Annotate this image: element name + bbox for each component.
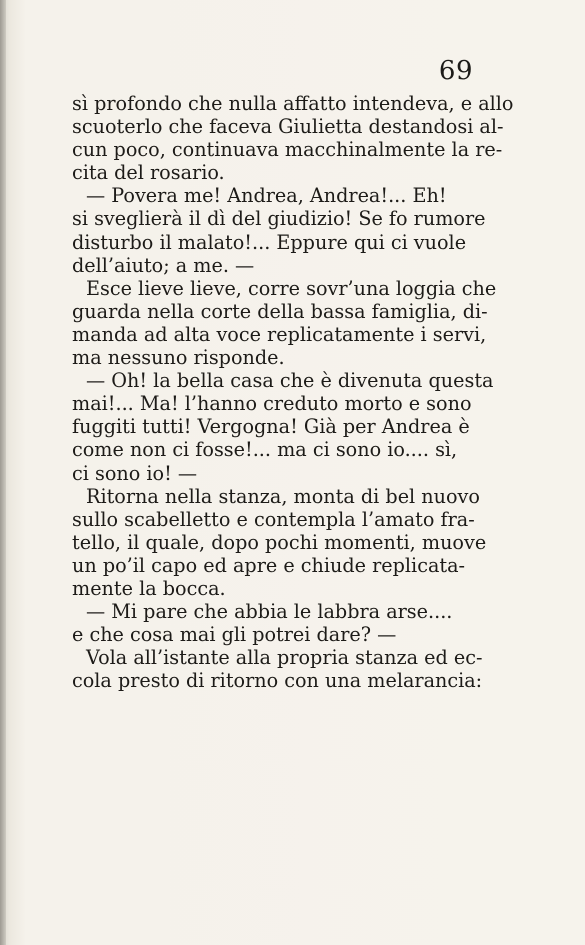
text-line: tello, il quale, dopo pochi momenti, muove bbox=[72, 530, 487, 554]
text-line: e che cosa mai gli potrei dare? — bbox=[72, 623, 397, 647]
text-line: come non ci fosse!... ma ci sono io.... sì, bbox=[72, 438, 458, 462]
text-line: si sveglierà il dì del giudizio! Se fo rumore bbox=[72, 207, 486, 231]
text-line: scuoterlo che faceva Giulietta destandosi al- bbox=[72, 115, 504, 139]
text-line: cola presto di ritorno con una melarancia: bbox=[72, 669, 483, 693]
text-line: un po’il capo ed apre e chiude replicata- bbox=[72, 553, 466, 577]
page-binding-edge bbox=[0, 0, 6, 945]
text-line: Esce lieve lieve, corre sovr’una loggia che bbox=[86, 276, 497, 300]
text-line: manda ad alta voce replicatamente i servi, bbox=[72, 322, 487, 346]
text-line: fuggiti tutti! Vergogna! Già per Andrea è bbox=[72, 415, 470, 439]
page-text bbox=[72, 92, 514, 693]
text-line: mente la bocca. bbox=[72, 576, 226, 600]
text-line: guarda nella corte della bassa famiglia, di- bbox=[72, 299, 488, 323]
text-line: — Povera me! Andrea, Andrea!... Eh! bbox=[86, 184, 447, 208]
text-line: Vola all’istante alla propria stanza ed ec- bbox=[86, 646, 483, 670]
text-line: cun poco, continuava macchinalmente la re- bbox=[72, 138, 503, 162]
text-line: — Oh! la bella casa che è divenuta questa bbox=[86, 369, 494, 393]
text-line: Ritorna nella stanza, monta di bel nuovo bbox=[86, 484, 480, 508]
text-line: sullo scabelletto e contempla l’amato fra- bbox=[72, 507, 475, 531]
text-line: dell’aiuto; a me. — bbox=[72, 253, 255, 277]
text-line: sì profondo che nulla affatto intendeva, e allo bbox=[72, 92, 514, 115]
text-line: cita del rosario. bbox=[72, 161, 225, 185]
text-line: disturbo il malato!... Eppure qui ci vuole bbox=[72, 230, 467, 254]
text-line: — Mi pare che abbia le labbra arse.... bbox=[86, 600, 453, 624]
text-line: mai!... Ma! l’hanno creduto morto e sono bbox=[72, 392, 472, 416]
text-line: ma nessuno risponde. bbox=[72, 346, 285, 370]
page-number: 69 bbox=[438, 56, 473, 86]
text-line: ci sono io! — bbox=[72, 461, 198, 485]
